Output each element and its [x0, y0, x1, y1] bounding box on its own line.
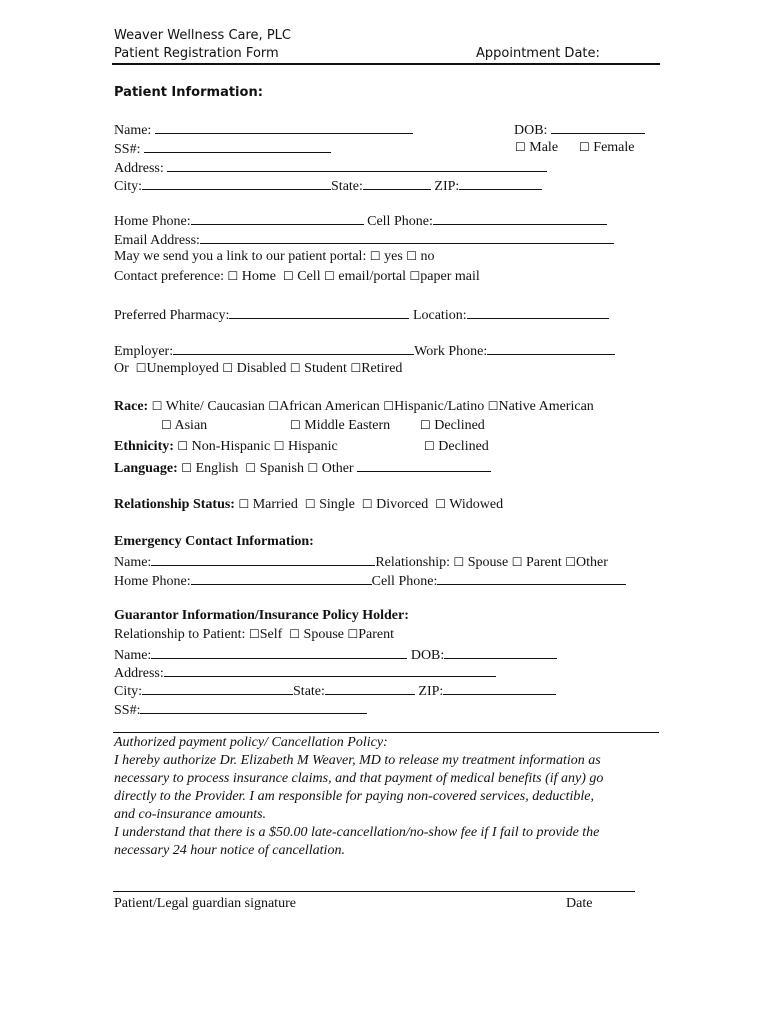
employer-row	[114, 341, 615, 360]
patient-state-field[interactable]	[363, 176, 431, 190]
contact-pref-row	[114, 268, 480, 285]
rel-married-label: Married	[252, 497, 298, 512]
policy-line-6: necessary 24 hour notice of cancellation.	[114, 843, 345, 858]
race-asian-item	[161, 417, 207, 434]
portal-row	[114, 248, 435, 265]
guarantor-ss-row	[114, 700, 367, 719]
race-native-label: Native American	[498, 399, 594, 414]
patient-info-heading: Patient Information:	[114, 85, 263, 100]
male-checkbox[interactable]: ☐	[515, 140, 526, 154]
guarantor-name-row	[114, 645, 557, 664]
form-title: Patient Registration Form	[114, 46, 279, 61]
guarantor-address-label: Address:	[114, 666, 164, 681]
race-row-1	[114, 398, 594, 415]
work-phone-label: Work Phone:	[414, 344, 488, 359]
rel-single-checkbox[interactable]: ☐	[304, 497, 316, 511]
portal-no-checkbox[interactable]: ☐	[406, 249, 418, 263]
policy-line-4: and co-insurance amounts.	[114, 807, 267, 822]
race-hispanic-label: Hispanic/Latino	[394, 399, 485, 414]
emergency-parent-label: Parent	[525, 555, 562, 570]
patient-city-row	[114, 176, 542, 195]
home-phone-label: Home Phone:	[114, 214, 191, 229]
female-checkbox[interactable]: ☐	[579, 140, 590, 154]
language-other-checkbox[interactable]: ☐	[307, 461, 319, 475]
race-middle-eastern-item	[290, 417, 390, 434]
patient-address-field[interactable]	[167, 158, 547, 172]
guarantor-self-label: Self	[259, 627, 283, 642]
pharmacy-field[interactable]	[229, 305, 409, 319]
student-label: Student	[304, 361, 347, 376]
emergency-name-row	[114, 552, 608, 571]
contact-pref-label: Contact preference:	[114, 269, 224, 284]
patient-name-row	[114, 120, 413, 139]
guarantor-relationship-label: Relationship to Patient:	[114, 627, 246, 642]
ethnicity-hispanic-checkbox[interactable]: ☐	[273, 439, 285, 453]
patient-ss-row	[114, 139, 331, 158]
emergency-cell-phone-label: Cell Phone:	[371, 574, 438, 589]
guarantor-zip-label: ZIP:	[418, 684, 444, 699]
race-label: Race:	[114, 399, 149, 414]
language-other-label: Other	[321, 461, 354, 476]
policy-line-5: I understand that there is a $50.00 late-cancellation/no-show fee if I fail to provide the	[114, 825, 600, 840]
patient-dob-row	[514, 120, 645, 139]
race-asian-checkbox[interactable]: ☐	[161, 418, 172, 432]
race-african-label: African American	[279, 399, 380, 414]
patient-name-label: Name:	[114, 123, 152, 138]
rel-divorced-label: Divorced	[376, 497, 429, 512]
ethnicity-label: Ethnicity:	[114, 439, 174, 454]
contact-home-label: Home	[241, 269, 276, 284]
guarantor-address-row	[114, 663, 496, 682]
disabled-label: Disabled	[236, 361, 287, 376]
portal-yes-label: yes	[384, 249, 403, 264]
guarantor-heading: Guarantor Information/Insurance Policy Holder:	[114, 608, 409, 623]
rel-single-label: Single	[319, 497, 355, 512]
portal-yes-checkbox[interactable]: ☐	[369, 249, 381, 263]
rel-divorced-checkbox[interactable]: ☐	[361, 497, 373, 511]
ethnicity-hispanic-label: Hispanic	[287, 439, 338, 454]
language-label: Language:	[114, 461, 178, 476]
emergency-phone-row	[114, 571, 626, 590]
patient-city-label: City:	[114, 179, 143, 194]
guarantor-spouse-checkbox[interactable]: ☐	[289, 627, 301, 641]
retired-checkbox[interactable]: ☐	[350, 361, 362, 375]
email-row	[114, 230, 614, 249]
race-african-checkbox[interactable]: ☐	[268, 399, 280, 413]
patient-dob-label: DOB:	[514, 123, 548, 138]
ethnicity-row	[114, 438, 338, 455]
emergency-name-field[interactable]	[151, 552, 375, 566]
clinic-name: Weaver Wellness Care, PLC	[114, 28, 291, 43]
signature-line[interactable]	[113, 891, 635, 892]
language-row	[114, 458, 491, 477]
patient-name-field[interactable]	[155, 120, 413, 134]
employer-field[interactable]	[173, 341, 414, 355]
emergency-name-label: Name:	[114, 555, 152, 570]
signature-label: Patient/Legal guardian signature	[114, 896, 296, 911]
emergency-home-phone-field[interactable]	[191, 571, 372, 585]
rel-widowed-checkbox[interactable]: ☐	[435, 497, 446, 511]
cell-phone-label: Cell Phone:	[367, 214, 433, 229]
policy-line-3: directly to the Provider. I am responsible for paying non-covered services, deductible,	[114, 789, 595, 804]
patient-address-label: Address:	[114, 161, 164, 176]
rel-widowed-label: Widowed	[449, 497, 504, 512]
patient-city-field[interactable]	[142, 176, 331, 190]
patient-state-label: State:	[331, 179, 363, 194]
home-phone-field[interactable]	[191, 211, 364, 225]
male-label: Male	[529, 140, 559, 155]
disabled-checkbox[interactable]: ☐	[222, 361, 234, 375]
contact-mail-checkbox[interactable]: ☐	[409, 269, 421, 283]
sex-row	[515, 139, 635, 156]
emergency-spouse-label: Spouse	[467, 555, 509, 570]
patient-phone-row	[114, 211, 607, 230]
portal-no-label: no	[420, 249, 435, 264]
or-label: Or	[114, 361, 129, 376]
race-hispanic-checkbox[interactable]: ☐	[383, 399, 395, 413]
rel-married-checkbox[interactable]: ☐	[238, 497, 250, 511]
contact-mail-label: paper mail	[420, 269, 480, 284]
employer-label: Employer:	[114, 344, 174, 359]
guarantor-dob-field[interactable]	[444, 645, 557, 659]
guarantor-dob-label: DOB:	[410, 648, 445, 663]
emergency-relationship-label: Relationship:	[375, 555, 450, 570]
guarantor-relationship-row	[114, 626, 394, 643]
contact-cell-label: Cell	[297, 269, 321, 284]
race-declined-label: Declined	[434, 418, 485, 433]
pharmacy-label: Preferred Pharmacy:	[114, 308, 230, 323]
guarantor-parent-checkbox[interactable]: ☐	[347, 627, 359, 641]
language-english-label: English	[195, 461, 239, 476]
guarantor-state-label: State:	[293, 684, 325, 699]
ethnicity-declined-label: Declined	[438, 439, 489, 454]
emergency-heading: Emergency Contact Information:	[114, 534, 314, 549]
guarantor-state-field[interactable]	[325, 681, 415, 695]
guarantor-city-label: City:	[114, 684, 143, 699]
emergency-parent-checkbox[interactable]: ☐	[511, 555, 523, 569]
contact-home-checkbox[interactable]: ☐	[227, 269, 239, 283]
guarantor-name-label: Name:	[114, 648, 152, 663]
guarantor-self-checkbox[interactable]: ☐	[248, 627, 260, 641]
race-declined-item	[420, 417, 485, 434]
emergency-other-checkbox[interactable]: ☐	[565, 555, 577, 569]
unemployed-checkbox[interactable]: ☐	[135, 361, 147, 375]
female-label: Female	[593, 140, 635, 155]
guarantor-address-field[interactable]	[164, 663, 496, 677]
relationship-status-row	[114, 496, 503, 513]
unemployed-label: Unemployed	[146, 361, 219, 376]
pharmacy-location-field[interactable]	[467, 305, 609, 319]
emergency-other-label: Other	[576, 555, 608, 570]
ethnicity-declined-item	[424, 438, 489, 455]
race-native-checkbox[interactable]: ☐	[487, 399, 499, 413]
cell-phone-field[interactable]	[433, 211, 607, 225]
patient-ss-field[interactable]	[144, 139, 331, 153]
race-middle-eastern-checkbox[interactable]: ☐	[290, 418, 301, 432]
guarantor-parent-label: Parent	[358, 627, 395, 642]
policy-divider	[113, 732, 659, 733]
race-asian-label: Asian	[174, 418, 208, 433]
contact-email-label: email/portal	[338, 269, 407, 284]
contact-email-checkbox[interactable]: ☐	[324, 269, 335, 283]
work-phone-field[interactable]	[487, 341, 615, 355]
patient-address-row	[114, 158, 547, 177]
student-checkbox[interactable]: ☐	[289, 361, 301, 375]
policy-line-1: I hereby authorize Dr. Elizabeth M Weaver, MD to release my treatment information as	[114, 753, 601, 768]
race-white-label: White/ Caucasian	[165, 399, 265, 414]
guarantor-ss-field[interactable]	[140, 700, 367, 714]
guarantor-city-row	[114, 681, 556, 700]
portal-question: May we send you a link to our patient portal:	[114, 249, 367, 264]
language-other-field[interactable]	[357, 458, 491, 472]
language-spanish-checkbox[interactable]: ☐	[245, 461, 257, 475]
appointment-date-label: Appointment Date:	[476, 46, 600, 61]
retired-label: Retired	[361, 361, 403, 376]
guarantor-city-field[interactable]	[142, 681, 293, 695]
patient-dob-field[interactable]	[551, 120, 645, 134]
guarantor-zip-field[interactable]	[443, 681, 556, 695]
guarantor-name-field[interactable]	[151, 645, 407, 659]
guarantor-spouse-label: Spouse	[303, 627, 344, 642]
pharmacy-row	[114, 305, 609, 324]
employment-status-row	[114, 360, 402, 377]
language-spanish-label: Spanish	[259, 461, 304, 476]
race-white-checkbox[interactable]: ☐	[151, 399, 163, 413]
patient-zip-label: ZIP:	[434, 179, 460, 194]
signature-date-label: Date	[566, 896, 593, 911]
ethnicity-declined-checkbox[interactable]: ☐	[424, 439, 435, 453]
emergency-cell-phone-field[interactable]	[437, 571, 626, 585]
race-middle-eastern-label: Middle Eastern	[304, 418, 391, 433]
contact-cell-checkbox[interactable]: ☐	[282, 269, 294, 283]
patient-ss-label: SS#:	[114, 142, 141, 157]
policy-line-2: necessary to process insurance claims, and that payment of medical benefits (if any) go	[114, 771, 604, 786]
ethnicity-non-hispanic-checkbox[interactable]: ☐	[177, 439, 189, 453]
email-field[interactable]	[200, 230, 614, 244]
policy-heading: Authorized payment policy/ Cancellation Policy:	[114, 735, 388, 750]
race-declined-checkbox[interactable]: ☐	[420, 418, 431, 432]
emergency-spouse-checkbox[interactable]: ☐	[453, 555, 465, 569]
email-label: Email Address:	[114, 233, 200, 248]
relationship-status-label: Relationship Status:	[114, 497, 235, 512]
emergency-home-phone-label: Home Phone:	[114, 574, 191, 589]
language-english-checkbox[interactable]: ☐	[181, 461, 193, 475]
patient-zip-field[interactable]	[459, 176, 542, 190]
guarantor-ss-label: SS#:	[114, 703, 141, 718]
header-divider	[112, 63, 660, 65]
pharmacy-location-label: Location:	[412, 308, 467, 323]
ethnicity-non-hispanic-label: Non-Hispanic	[191, 439, 271, 454]
